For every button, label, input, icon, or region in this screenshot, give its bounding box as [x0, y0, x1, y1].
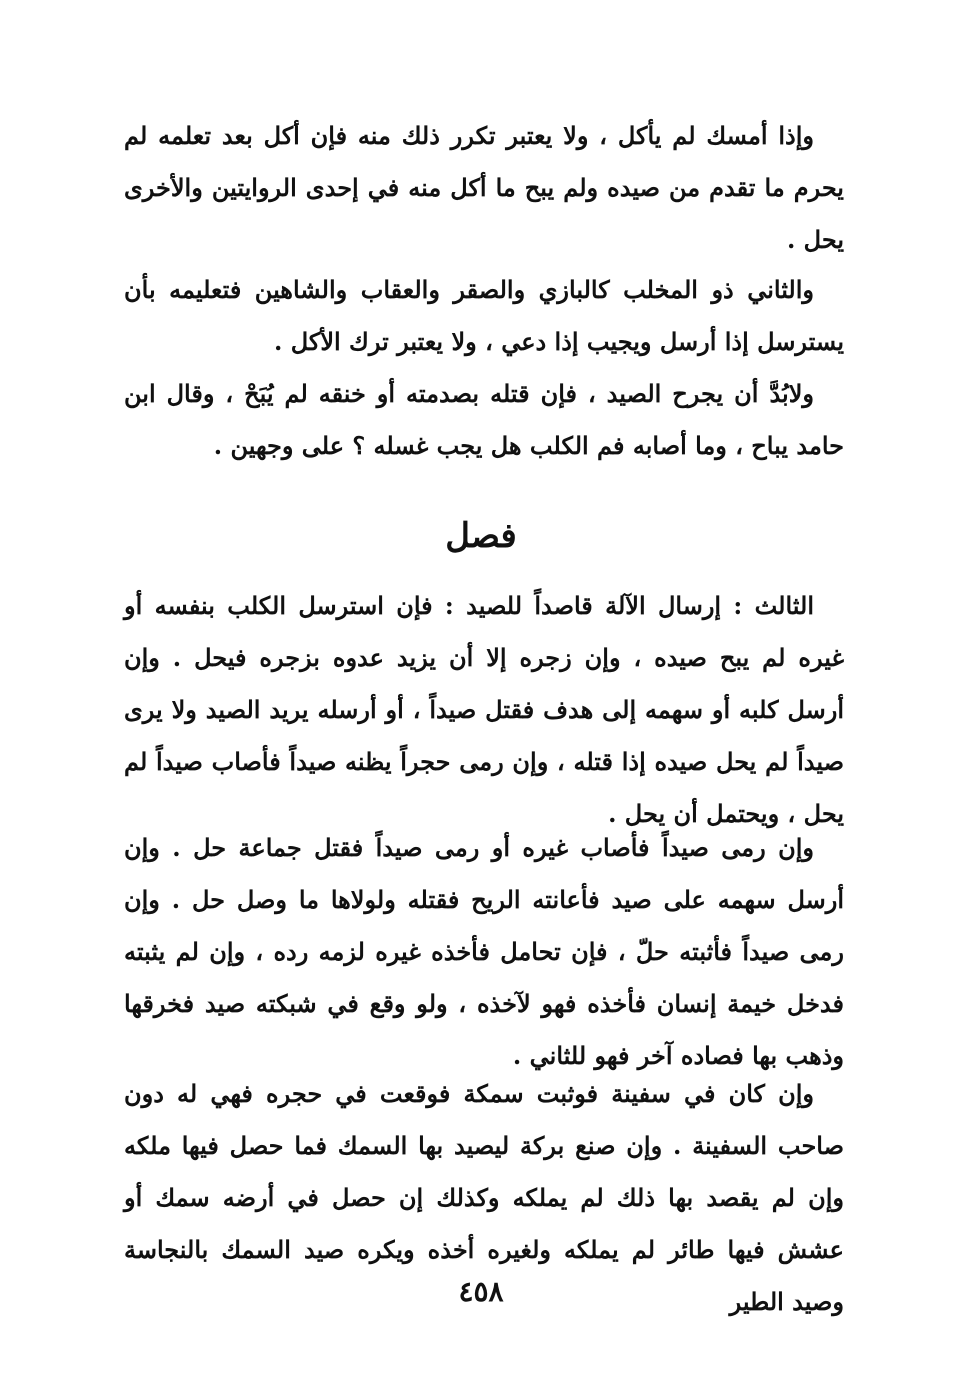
paragraph-5: [124, 822, 844, 1082]
paragraph-2: [124, 264, 844, 368]
paragraph-1: [124, 110, 844, 266]
paragraph-text: وإن رمى صيداً فأصاب غيره أو رمى صيداً فقتل جماعة حل . وإن أرسل سهمه على صيد فأعانته الريح فقتله ولولاها ما وصل حل . وإن رمى صيداً فأثبته حلّ ، فإن تحامل فأخذه غيره لزمه رده ، وإن لم يثبته فدخل خيمة إنسان فأخذه فهو لآخذه ، ولو وقع في شبكته صيد فخرقها وذهب بها فصاده آخر فهو للثاني .: [124, 833, 844, 1070]
paragraph-3: [124, 368, 844, 472]
paragraph-4: [124, 580, 844, 840]
paragraph-text: وإن كان في سفينة فوثبت سمكة فوقعت في حجره فهي له دون صاحب السفينة . وإن صنع بركة ليصيد بها السمك فما حصل فيها ملكه وإن لم يقصد بها ذلك لم يملكه وكذلك إن حصل في أرضه سمك أو عشش فيها طائر لم يملكه ولغيره أخذه ويكره صيد السمك بالنجاسة وصيد الطير: [124, 1079, 844, 1316]
paragraph-text: وإذا أمسك لم يأكل ، ولا يعتبر تكرر ذلك منه فإن أكل بعد تعلمه لم يحرم ما تقدم من صيده ولم يبح ما أكل منه في إحدى الروايتين والأخرى يحل .: [124, 121, 844, 254]
paragraph-text: والثاني ذو المخلب كالبازي والصقر والعقاب والشاهين فتعليمه بأن يسترسل إذا أرسل ويجيب إذا دعي ، ولا يعتبر ترك الأكل .: [124, 275, 844, 356]
paragraph-text: الثالث : إرسال الآلة قاصداً للصيد : فإن استرسل الكلب بنفسه أو غيره لم يبح صيده ، وإن زجره إلا أن يزيد عدوه بزجره فيحل . وإن أرسل كلبه أو سهمه إلى هدف فقتل صيداً ، أو أرسله يريد الصيد ولا يرى صيداً لم يحل صيده إذا قتله ، وإن رمى حجراً يظنه صيداً فأصاب صيداً لم يحل ، ويحتمل أن يحل .: [124, 591, 844, 828]
section-heading: فصل: [445, 516, 517, 556]
page-number: ٤٥٨: [458, 1275, 504, 1308]
paragraph-text: ولابُدَّ أن يجرح الصيد ، فإن قتله بصدمته أو خنقه لم يُبَحْ ، وقال ابن حامد يباح ، وما أصابه فم الكلب هل يجب غسله ؟ على وجهين .: [124, 379, 844, 460]
